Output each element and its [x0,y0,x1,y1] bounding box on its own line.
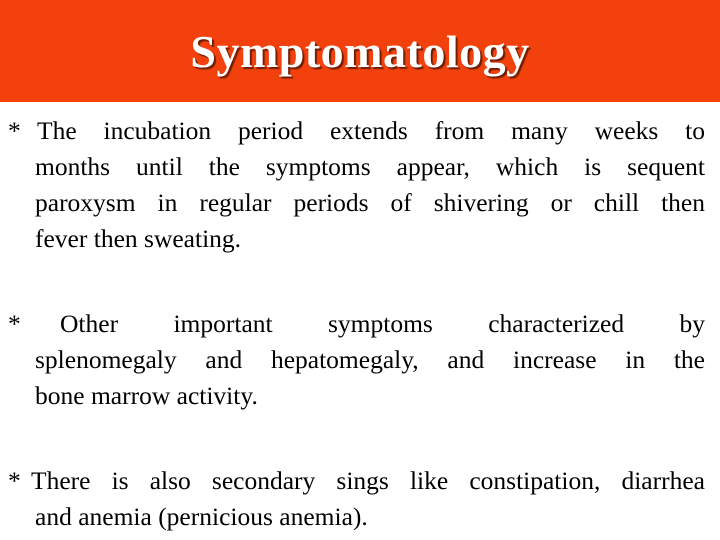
bullet-line: paroxysm in regular periods of shivering or chill then [35,188,705,217]
bullet-line: There is also secondary sings like constipation, diarrhea [31,466,705,495]
bullet-marker: * [8,466,21,495]
bullet-line: fever then sweating. [35,224,242,253]
bullet-other-symptoms [8,306,705,414]
bullet-line: Other important symptoms characterized by [60,309,705,338]
bullet-line: The incubation period extends from many weeks to [37,116,705,145]
bullet-incubation [8,113,705,257]
bullet-line: months until the symptoms appear, which is sequent [35,152,705,181]
bullet-marker: * [8,116,21,145]
slide-title: Symptomatology [190,26,530,77]
title-bar [0,0,720,102]
bullet-line: and anemia (pernicious anemia). [35,502,368,531]
bullet-line: splenomegaly and hepatomegaly, and increase in the [35,345,705,374]
bullet-marker: * [8,309,21,338]
bullet-line: bone marrow activity. [35,381,258,410]
bullet-secondary-signs [8,463,705,535]
